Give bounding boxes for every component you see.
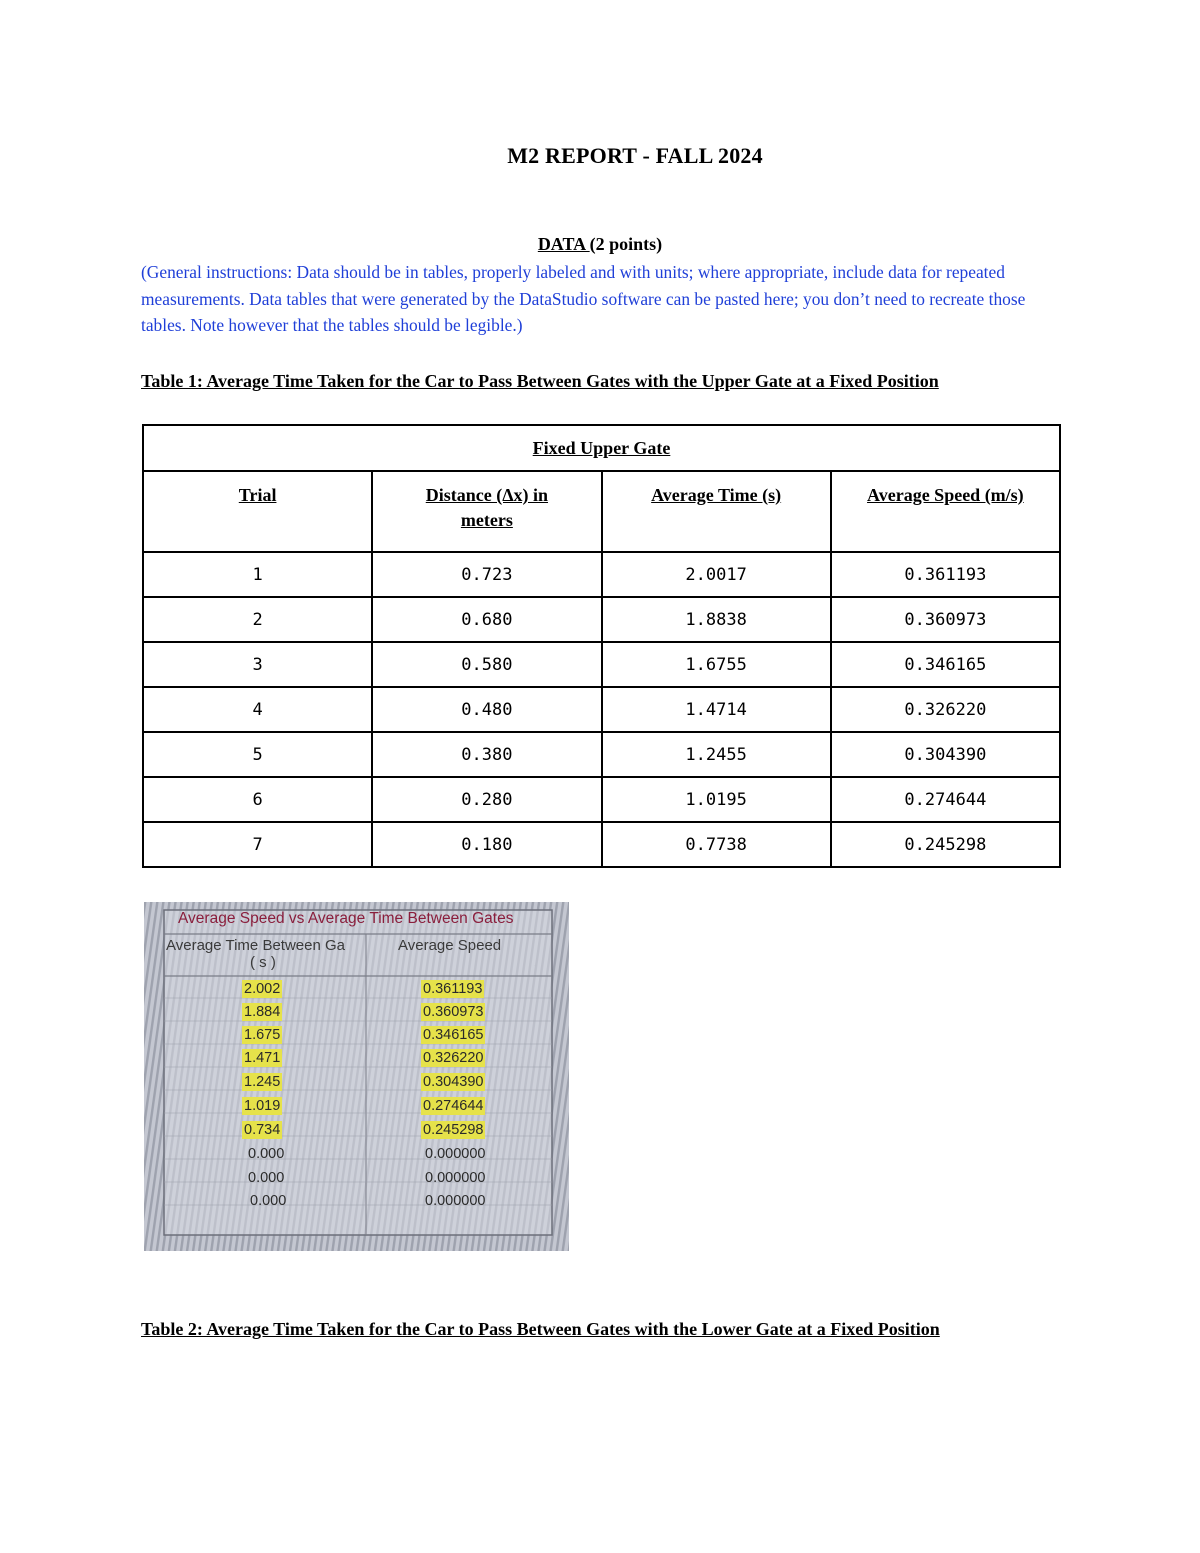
time-cell: 1.2455 [602, 732, 831, 777]
photo-table-title: Average Speed vs Average Time Between Gates [178, 910, 514, 927]
distance-cell: 0.723 [372, 552, 601, 597]
data-section-heading [0, 234, 1200, 255]
photo-speed-value: 0.000000 [425, 1146, 486, 1162]
photo-time-value: 0.000 [248, 1146, 285, 1162]
data-points-label: (2 points) [589, 234, 663, 254]
table-row [143, 687, 1060, 732]
photo-speed-value: 0.000000 [425, 1170, 486, 1186]
time-cell: 2.0017 [602, 552, 831, 597]
speed-cell: 0.274644 [831, 777, 1060, 822]
table-row [143, 597, 1060, 642]
speed-cell: 0.245298 [831, 822, 1060, 867]
trial-cell: 3 [143, 642, 372, 687]
time-cell: 0.7738 [602, 822, 831, 867]
speed-cell: 0.346165 [831, 642, 1060, 687]
photo-col1-unit: ( s ) [250, 954, 276, 971]
distance-cell: 0.180 [372, 822, 601, 867]
trial-cell: 7 [143, 822, 372, 867]
table1-caption: Table 1: Average Time Taken for the Car to Pass Between Gates with the Upper Gate at a Fixed Position [141, 371, 939, 391]
photo-speed-value: 0.245298 [423, 1122, 484, 1138]
speed-cell: 0.304390 [831, 732, 1060, 777]
data-heading-label: DATA [537, 234, 590, 254]
distance-cell: 0.680 [372, 597, 601, 642]
column-header-distance: Distance (Δx) in meters [372, 471, 601, 552]
photo-speed-value: 0.274644 [423, 1098, 484, 1114]
table-row [143, 552, 1060, 597]
photo-time-value: 0.000 [248, 1170, 285, 1186]
table-row [143, 642, 1060, 687]
speed-cell: 0.326220 [831, 687, 1060, 732]
photo-speed-value: 0.304390 [423, 1074, 484, 1090]
trial-cell: 5 [143, 732, 372, 777]
time-cell: 1.8838 [602, 597, 831, 642]
trial-cell: 4 [143, 687, 372, 732]
trial-cell: 6 [143, 777, 372, 822]
table-row [143, 777, 1060, 822]
table2-caption: Table 2: Average Time Taken for the Car to Pass Between Gates with the Lower Gate at a Fixed Position [141, 1319, 940, 1339]
photo-column-header-time [166, 937, 345, 971]
photo-time-value: 1.471 [244, 1050, 281, 1066]
distance-cell: 0.380 [372, 732, 601, 777]
trial-cell: 1 [143, 552, 372, 597]
report-title: M2 REPORT - FALL 2024 [507, 143, 763, 168]
column-header-average-time: Average Time (s) [602, 471, 831, 552]
photo-time-value: 1.675 [244, 1027, 281, 1043]
photo-speed-value: 0.000000 [425, 1193, 486, 1209]
photo-time-value: 1.884 [244, 1004, 281, 1020]
trial-cell: 2 [143, 597, 372, 642]
photo-speed-value: 0.326220 [423, 1050, 484, 1066]
photo-time-value: 1.245 [244, 1074, 281, 1090]
photo-speed-value: 0.360973 [423, 1004, 484, 1020]
photo-speed-value: 0.361193 [423, 981, 483, 997]
photo-speed-value: 0.346165 [423, 1027, 484, 1043]
photo-time-value: 0.000 [250, 1193, 287, 1209]
photo-time-value: 1.019 [244, 1098, 281, 1114]
table1 [142, 424, 1061, 868]
distance-cell: 0.580 [372, 642, 601, 687]
time-cell: 1.0195 [602, 777, 831, 822]
photo-time-value: 2.002 [244, 981, 281, 997]
time-cell: 1.6755 [602, 642, 831, 687]
photo-column-header-speed: Average Speed [398, 937, 502, 954]
speed-cell: 0.361193 [831, 552, 1060, 597]
table-row [143, 732, 1060, 777]
general-instructions: (General instructions: Data should be in tables, properly labeled and with units; where appropriate, include data for repeated measurements. Data tables that were generated by the DataStudio software can be pasted here; you don’t need to recreate those tables. Note however that the tables should be legible.) [141, 262, 1026, 335]
column-header-average-speed: Average Speed (m/s) [831, 471, 1060, 552]
time-cell: 1.4714 [602, 687, 831, 732]
column-header-trial: Trial [143, 471, 372, 552]
photo-time-value: 0.734 [244, 1122, 281, 1138]
photo-col1-header: Average Time Between Ga [166, 937, 345, 954]
table-row [143, 822, 1060, 867]
distance-cell: 0.280 [372, 777, 601, 822]
table1-group-header: Fixed Upper Gate [143, 425, 1060, 471]
speed-cell: 0.360973 [831, 597, 1060, 642]
distance-cell: 0.480 [372, 687, 601, 732]
